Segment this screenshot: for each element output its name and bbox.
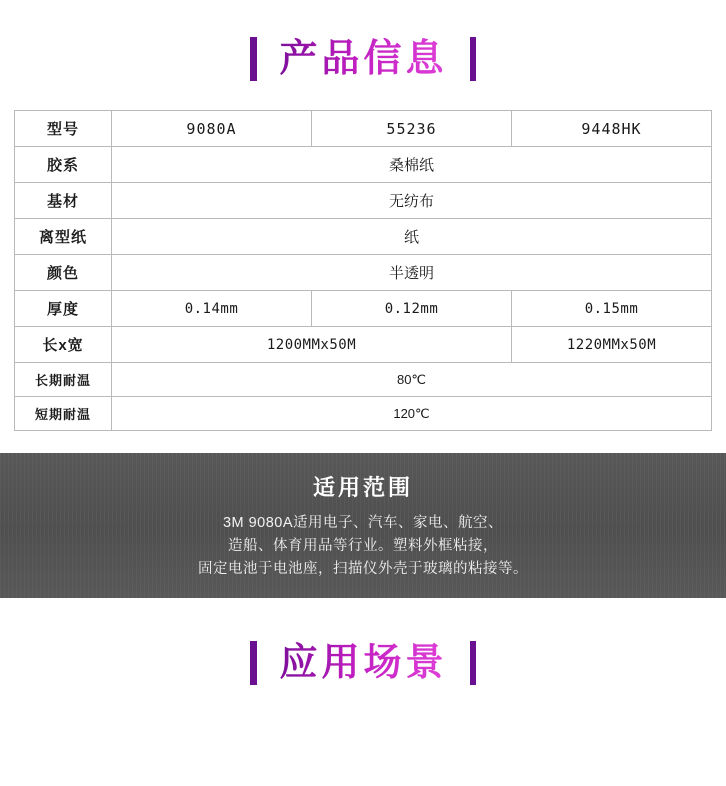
scope-banner-line: 3M 9080A适用电子、汽车、家电、航空、 [222,515,504,531]
row-label: 厚度 [15,291,112,327]
heading-accent-bar-left [250,641,257,685]
heading-accent-bar-right [470,641,476,685]
table-cell: 半透明 [112,255,712,291]
table-cell: 120℃ [112,397,712,431]
heading-accent-bar-right [470,37,476,81]
application-scene-heading-text: 应用场景 [279,642,448,684]
table-cell: 55236 [312,111,512,147]
row-label: 离型纸 [15,219,112,255]
scope-banner-line: 造船、体育用品等行业。塑料外框粘接， [228,538,498,554]
product-info-heading [0,36,726,82]
table-row [15,397,712,431]
table-row [15,291,712,327]
row-label: 胶系 [15,147,112,183]
table-row [15,255,712,291]
table-cell: 9448HK [512,111,712,147]
row-label: 长x宽 [15,327,112,363]
table-cell: 0.14mm [112,291,312,327]
row-label: 基材 [15,183,112,219]
application-scene-heading [0,640,726,686]
table-row [15,327,712,363]
scope-banner-line: 固定电池于电池座，扫描仪外壳于玻璃的粘接等。 [198,561,528,577]
row-label: 长期耐温 [15,363,112,397]
table-cell: 0.12mm [312,291,512,327]
table-row [15,147,712,183]
scope-banner-title: 适用范围 [312,475,413,500]
table-cell: 无纺布 [112,183,712,219]
heading-accent-bar-left [250,37,257,81]
table-row [15,363,712,397]
row-label: 颜色 [15,255,112,291]
row-label: 型号 [15,111,112,147]
spec-table-container [14,110,712,431]
table-cell: 1200MMx50M [112,327,512,363]
table-row [15,111,712,147]
table-cell: 纸 [112,219,712,255]
table-cell: 桑棉纸 [112,147,712,183]
table-cell: 0.15mm [512,291,712,327]
scope-banner [0,453,726,598]
table-cell: 1220MMx50M [512,327,712,363]
table-cell: 80℃ [112,363,712,397]
product-spec-table [14,110,712,431]
table-cell: 9080A [112,111,312,147]
product-info-heading-text: 产品信息 [279,38,448,80]
table-row [15,219,712,255]
table-row [15,183,712,219]
row-label: 短期耐温 [15,397,112,431]
